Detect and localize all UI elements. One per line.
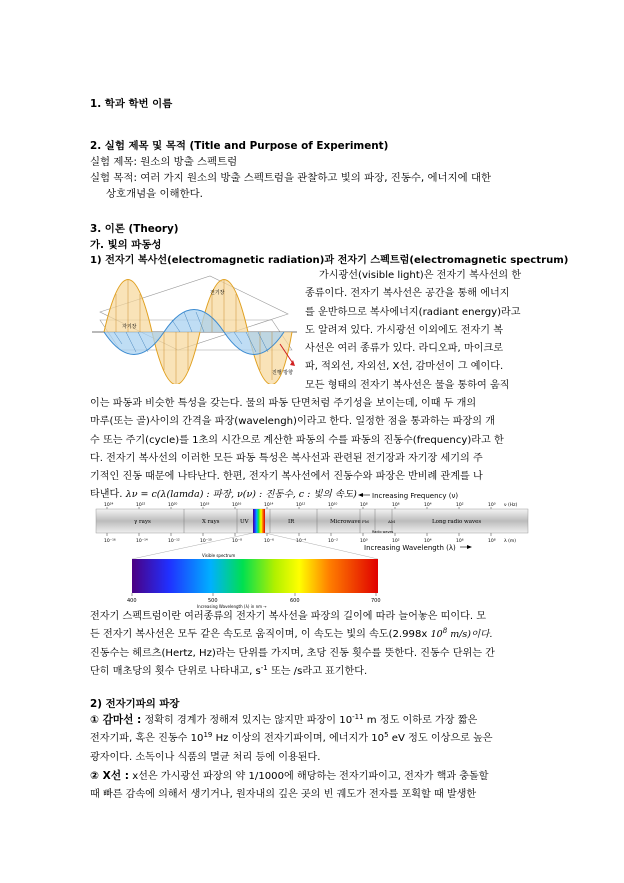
text-line: x선은 가시광선 파장의 약 1/1000에 해당하는 전자기파이고, 전자가 핵과 충돌할 <box>128 770 489 782</box>
nm-tick-label: 400 <box>127 598 137 604</box>
wavelength-tick-label: 10⁴ <box>424 539 432 544</box>
band-label: γ rays <box>134 519 151 525</box>
text-line: 단히 매초당의 횟수 단위로 나타내고, s <box>90 665 261 677</box>
wavelength-tick-label: 10⁻⁴ <box>296 539 306 544</box>
subsection-1-heading: 1) 전자기 복사선(electromagnetic radiation)과 전자기 스펙트럼(electromagnetic spectrum) <box>90 255 569 266</box>
wavelength-tick-label: 10⁻¹⁰ <box>200 539 212 544</box>
text-line: 모든 형태의 전자기 복사선은 물을 통하여 움직 <box>305 379 510 391</box>
text-line: 를 운반하므로 복사에너지(radiant energy)라고 <box>305 306 521 318</box>
subsection-2-heading: 2) 전자기파의 파장 <box>90 698 180 710</box>
em-wave-figure <box>92 272 300 384</box>
gamma-wavelength-base: 10 <box>339 715 353 726</box>
frequency-tick-label: 10¹⁸ <box>200 503 210 508</box>
frequency-tick-label: 10¹⁴ <box>264 503 274 508</box>
frequency-tick-label: 10¹² <box>296 503 306 508</box>
text-line: 정확히 경계가 정해져 있지는 않지만 파장이 <box>141 715 340 726</box>
text-line: 전자기 스펙트럼이란 여러종류의 전자기 복사선을 파장의 길이에 따라 늘어놓은 띠이다. 모 <box>90 611 487 622</box>
speed-exponent: 8 <box>442 627 448 636</box>
paragraph-em-spectrum <box>90 608 534 681</box>
text-line: 또는 /s라고 표기한다. <box>267 665 368 677</box>
experiment-purpose-line1: 실험 목적: 여러 가지 원소의 방출 스펙트럼을 관찰하고 빛의 파장, 진동수, 에너지에 대한 <box>90 172 492 184</box>
text-line: 마루(또는 골)사이의 간격을 파장(wavelengh)이라고 한다. 일정한 점을 통과하는 파장의 개 <box>90 416 495 428</box>
wavelength-tick-label: 10⁻¹² <box>168 539 180 544</box>
wavelength-tick-label: 10⁸ <box>488 539 496 544</box>
section-1-heading: 1. 학과 학번 이름 <box>90 98 173 110</box>
per-second-exponent: -1 <box>260 663 268 672</box>
text-line: 도 알려져 있다. 가시광선 이외에도 전자기 복 <box>305 324 503 336</box>
experiment-title: 실험 제목: 원소의 방출 스펙트럼 <box>90 156 238 168</box>
subsection-ga-heading: 가. 빛의 파동성 <box>90 239 162 251</box>
text-line: eV 정도 이상으로 높은 <box>388 733 493 745</box>
section-3-heading: 3. 이론 (Theory) <box>90 223 179 235</box>
em-spectrum-figure <box>92 487 532 609</box>
frequency-tick-label: 10⁸ <box>360 503 368 508</box>
band-label: AM <box>388 519 395 524</box>
text-line: 사선은 여러 종류가 있다. 라디오파, 마이크로 <box>305 343 503 355</box>
text-line: m 정도 이하로 가장 짧은 <box>363 715 478 726</box>
wavelength-tick-label: 10⁻⁶ <box>264 539 274 544</box>
text-line: 든 전자기 복사선은 모두 같은 속도로 움직이며, 이 속도는 빛의 속도(2.998x <box>90 629 428 641</box>
text-line: 기적인 진동 때문에 나타난다. 한편, 전자기 복사선에서 진동수와 파장은 반비례 관계를 나 <box>90 471 483 483</box>
visible-spectrum-label: Visible spectrum <box>202 553 236 558</box>
frequency-tick-label: 10⁰ <box>488 503 496 508</box>
frequency-tick-label: 10²⁴ <box>104 503 114 508</box>
frequency-ticks <box>104 502 496 509</box>
x-ray-label: ② X선 : <box>90 769 129 782</box>
radio-waves-label: Radio waves <box>372 530 394 534</box>
wavelength-tick-label: 10⁰ <box>360 539 368 544</box>
section-2-heading: 2. 실험 제목 및 목적 (Title and Purpose of Experiment) <box>90 140 389 152</box>
direction-label: 진행 방향 <box>272 370 293 376</box>
text-line: 진동수는 헤르츠(Hertz, Hz)라는 단위를 가지며, 초당 진동 횟수를 뜻한다. 진동수 단위는 간 <box>90 647 495 659</box>
text-line: 종류이다. 전자기 복사선은 공간을 통해 에너지 <box>305 288 510 300</box>
frequency-tick-label: 10²⁰ <box>168 503 178 508</box>
wavelength-tick-label: 10⁻¹⁶ <box>104 539 116 544</box>
text-line: 광자이다. 소독이나 식품의 멸균 처리 등에 이용된다. <box>90 751 321 763</box>
speed-power-base: 10 <box>430 629 443 641</box>
nm-tick-label: 700 <box>371 598 381 604</box>
wavelength-tick-label: 10⁻¹⁴ <box>136 539 148 544</box>
text-line: 파, 적외선, 자외선, X선, 감마선이 그 예이다. <box>305 361 504 373</box>
wavelength-ticks <box>104 533 496 544</box>
wave-formula: λν = c(λ(lamda) : 파장, ν(ν) : 진동수, c : 빛의 속도) <box>125 489 357 501</box>
frequency-axis-title: Increasing Frequency (ν) <box>372 492 459 500</box>
frequency-tick-label: 10² <box>456 503 464 508</box>
text-line: 때 빠른 감속에 의해서 생기거나, 원자내의 깊은 곳의 빈 궤도가 전자를 포획할 때 발생한 <box>90 789 477 801</box>
text-line: 다. 전자기 복사선의 이러한 모든 파동 특성은 복사선과 관련된 전기장과 자기장 세기의 주 <box>90 452 483 464</box>
band-label: X rays <box>202 519 220 525</box>
paragraph-visible-light <box>305 267 531 395</box>
band-label: FM <box>362 519 369 524</box>
magnetic-field-label: 자기장 <box>122 324 137 330</box>
gamma-energy-exponent: 5 <box>384 731 389 740</box>
frequency-tick-label: 10¹⁶ <box>232 503 242 508</box>
band-label: Microwave <box>330 519 361 525</box>
frequency-tick-label: 10¹⁰ <box>328 503 338 508</box>
wavelength-tick-label: 10⁻² <box>328 539 338 544</box>
frequency-tick-label: 10²² <box>136 503 146 508</box>
nm-tick-label: 500 <box>208 598 218 604</box>
speed-unit: m/s)이다. <box>450 629 493 641</box>
band-label: IR <box>288 519 295 525</box>
visible-strip <box>253 509 265 533</box>
frequency-unit: ν (Hz) <box>504 503 518 508</box>
band-label: Long radio waves <box>432 519 482 525</box>
frequency-tick-label: 10⁴ <box>424 503 432 508</box>
gamma-frequency-exponent: 19 <box>203 731 213 740</box>
text-line: 타낸다. <box>90 489 123 501</box>
experiment-purpose-line2: 상호개념을 이해한다. <box>106 188 203 200</box>
nm-axis-label: Increasing Wavelength (λ) in nm → <box>197 604 267 609</box>
wavelength-unit: λ (m) <box>504 539 516 544</box>
gamma-wavelength-exponent: -11 <box>352 713 364 721</box>
gamma-label: ① 감마선 : <box>90 714 142 726</box>
wavelength-tick-label: 10² <box>392 539 400 544</box>
wavelength-tick-label: 10⁶ <box>456 539 464 544</box>
text-line: Hz 이상의 전자기파이며, 에너지가 10 <box>212 733 385 745</box>
wavelength-tick-label: 10⁻⁸ <box>232 539 242 544</box>
band-label: UV <box>240 519 249 525</box>
nm-tick-label: 600 <box>290 598 300 604</box>
visible-spectrum-bar <box>132 559 378 593</box>
wavelength-axis-title: Increasing Wavelength (λ) <box>364 544 456 552</box>
electric-field-label: 전기장 <box>210 290 225 296</box>
text-line: 가시광선(visible light)은 전자기 복사선의 한 <box>319 270 522 281</box>
text-line: 이는 파동과 비슷한 특성을 갖는다. 물의 파동 단면처럼 주기성을 보이는데, 이때 두 개의 <box>90 398 477 409</box>
text-line: 수 또는 주기(cycle)를 1초의 시간으로 계산한 파동의 수를 파동의 진동수(frequency)라고 한 <box>90 434 504 446</box>
paragraph-gamma-x-rays <box>90 711 534 804</box>
text-line: 전자기파, 혹은 진동수 10 <box>90 733 204 745</box>
frequency-tick-label: 10⁶ <box>392 503 400 508</box>
nm-ticks <box>127 593 381 604</box>
